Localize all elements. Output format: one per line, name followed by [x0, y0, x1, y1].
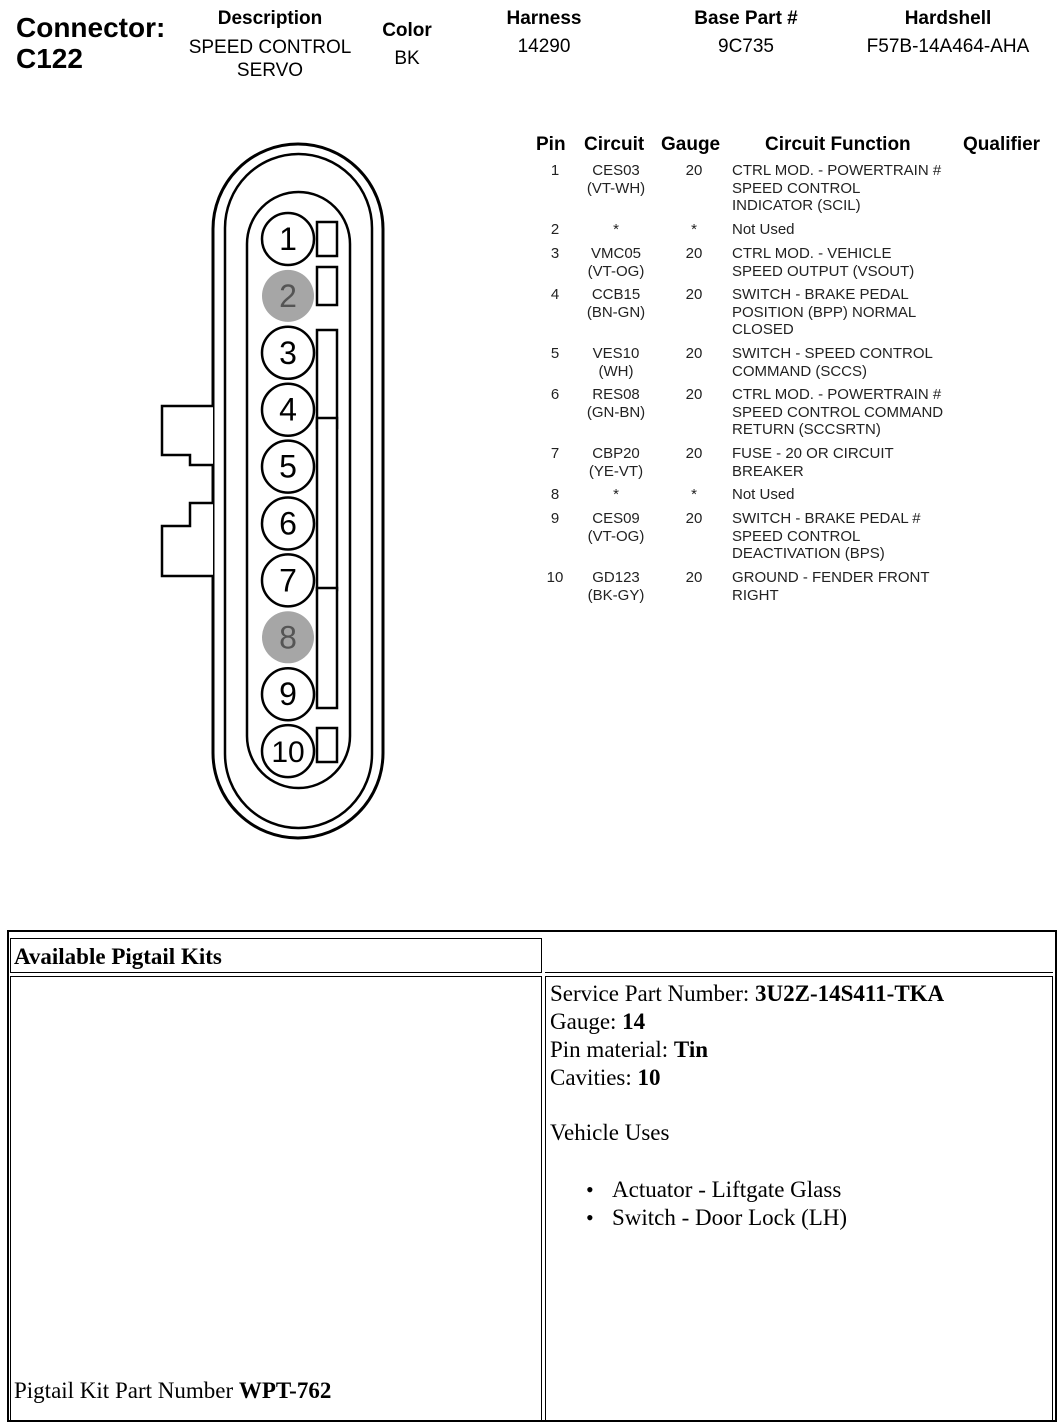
text-line: CLOSED [732, 321, 794, 338]
text-line: CBP20 [592, 445, 640, 462]
pigtail-details [546, 977, 1052, 1235]
circuit-id [578, 345, 654, 380]
wire-gauge: 20 [685, 510, 703, 527]
pin-number-8: 8 [279, 619, 297, 656]
text-line: GD123 [592, 569, 640, 586]
wire-gauge: 20 [685, 286, 703, 303]
pin-number: 7 [550, 445, 560, 462]
pigtail-kit-part-number [14, 1377, 331, 1405]
base-part-label: Base Part # [694, 8, 798, 29]
harness-column [474, 8, 614, 58]
text-line: SWITCH - BRAKE PEDAL [732, 286, 909, 303]
wire-gauge: 20 [685, 245, 703, 262]
col-header-qualifier: Qualifier [963, 134, 1041, 155]
text-line: VMC05 [590, 245, 642, 262]
gauge-value: 14 [622, 1009, 646, 1034]
description-column [170, 8, 370, 82]
text-line: Not Used [732, 221, 795, 238]
pigtail-details-cell [545, 976, 1053, 1422]
pin-number: 2 [550, 221, 560, 238]
circuit-id [578, 510, 654, 545]
cavities-value: 10 [637, 1065, 661, 1090]
wire-gauge: * [691, 221, 697, 238]
cavities-label: Cavities: [550, 1065, 638, 1090]
vehicle-use-item: • Actuator - Liftgate Glass [586, 1176, 1048, 1204]
pin-material-label: Pin material: [550, 1037, 674, 1062]
text-line: SPEED CONTROL [732, 179, 861, 197]
circuit-function [732, 569, 992, 604]
pin-number: 5 [550, 345, 560, 362]
circuit-function [732, 245, 992, 280]
base-part-column [666, 8, 826, 58]
text-line: VES10 [592, 345, 640, 362]
pin-number-9: 9 [279, 676, 297, 713]
hardshell-column [848, 8, 1048, 58]
wire-gauge: 20 [685, 386, 703, 403]
text-line: (GN-BN) [586, 403, 646, 421]
text-line: (WH) [598, 362, 634, 380]
circuit-function [732, 345, 992, 380]
service-part-value: 3U2Z-14S411-TKA [755, 981, 945, 1006]
gauge-label: Gauge: [550, 1009, 623, 1034]
text-line: CTRL MOD. - POWERTRAIN # [732, 386, 942, 403]
text-line: * [613, 486, 619, 503]
base-part-value: 9C735 [718, 36, 774, 57]
text-line: INDICATOR (SCIL) [732, 197, 861, 214]
pin-number-2: 2 [279, 277, 297, 314]
circuit-id [578, 445, 654, 480]
cavities-row [550, 1064, 1048, 1092]
text-line: CTRL MOD. - VEHICLE [732, 245, 892, 262]
text-line: (YE-VT) [588, 462, 644, 480]
wire-gauge: 20 [685, 569, 703, 586]
text-line: (VT-OG) [587, 527, 645, 545]
text-line: COMMAND (SCCS) [732, 362, 867, 380]
text-line: GROUND - FENDER FRONT [732, 569, 930, 586]
circuit-function [732, 486, 992, 504]
circuit-id [578, 221, 654, 239]
vehicle-use-item: • Switch - Door Lock (LH) [586, 1204, 1048, 1232]
pin-number: 9 [550, 510, 560, 527]
text-line: CTRL MOD. - POWERTRAIN # [732, 162, 942, 179]
pigtail-title-blank [545, 938, 1053, 973]
pigtail-title-cell [10, 938, 542, 973]
description-label: Description [217, 8, 323, 29]
circuit-id [578, 286, 654, 321]
pin-number: 6 [550, 386, 560, 403]
connector-id: C122 [16, 43, 83, 74]
text-line: Not Used [732, 486, 795, 503]
text-line: DEACTIVATION (BPS) [732, 545, 885, 562]
text-line: FUSE - 20 OR CIRCUIT [732, 445, 894, 462]
text-line: POSITION (BPP) NORMAL [732, 303, 917, 321]
color-label: Color [382, 20, 432, 41]
text-line: RES08 [592, 386, 640, 403]
text-line: SPEED CONTROL COMMAND [732, 403, 944, 421]
circuit-id [578, 162, 654, 197]
circuit-function [732, 221, 992, 239]
pin-number: 10 [546, 569, 564, 586]
text-line: (VT-WH) [586, 179, 646, 197]
pin-number-5: 5 [279, 448, 297, 485]
col-header-circuit: Circuit [584, 134, 645, 155]
pin-number: 8 [550, 486, 560, 503]
pin-number: 1 [550, 162, 560, 179]
circuit-function [732, 510, 992, 563]
hardshell-label: Hardshell [904, 8, 992, 29]
connector-label: Connector: [16, 12, 166, 43]
wire-gauge: * [691, 486, 697, 503]
circuit-function [732, 386, 992, 439]
text-line: SPEED OUTPUT (VSOUT) [732, 262, 915, 280]
connector-diagram [150, 140, 400, 850]
text-line: RETURN (SCCSRTN) [732, 421, 881, 438]
gauge-row [550, 1008, 1048, 1036]
circuit-id [578, 386, 654, 421]
hardshell-value: F57B-14A464-AHA [866, 36, 1030, 57]
text-line: SWITCH - BRAKE PEDAL # [732, 510, 921, 527]
description-line1: SPEED CONTROL [188, 37, 352, 58]
service-part-number [550, 980, 1048, 1008]
terminal-slots [317, 222, 337, 762]
pin-material-value: Tin [673, 1037, 709, 1062]
text-line: (BN-GN) [586, 303, 646, 321]
pigtail-kit-value: WPT-762 [238, 1378, 332, 1403]
col-header-function: Circuit Function [765, 134, 911, 155]
color-value: BK [394, 48, 420, 69]
color-column [368, 20, 446, 70]
text-line: RIGHT [732, 586, 779, 604]
pin-number-3: 3 [279, 334, 297, 371]
text-line: CES09 [592, 510, 640, 527]
pigtail-title: Available Pigtail Kits [14, 944, 222, 969]
pin-number: 3 [550, 245, 560, 262]
lower-latch [162, 503, 213, 576]
upper-latch [162, 406, 213, 465]
vehicle-uses-label: Vehicle Uses [550, 1120, 670, 1145]
circuit-id [578, 569, 654, 604]
col-header-gauge: Gauge [661, 134, 721, 155]
pigtail-kit-cell [10, 976, 542, 1422]
circuit-id [578, 486, 654, 504]
text-line: CCB15 [591, 286, 641, 303]
pin-number-10: 10 [271, 736, 305, 770]
text-line: SWITCH - SPEED CONTROL [732, 345, 933, 362]
harness-value: 14290 [517, 36, 571, 57]
text-line: CES03 [592, 162, 640, 179]
pin-material-row [550, 1036, 1048, 1064]
text-line: BREAKER [732, 462, 804, 480]
pin-number-1: 1 [279, 221, 297, 257]
circuit-id [578, 245, 654, 280]
wire-gauge: 20 [685, 445, 703, 462]
wire-gauge: 20 [685, 345, 703, 362]
pin-number-6: 6 [279, 505, 297, 542]
wire-gauge: 20 [685, 162, 703, 179]
text-line: SPEED CONTROL [732, 527, 861, 545]
description-line2: SERVO [236, 60, 304, 81]
pin-number-4: 4 [279, 391, 297, 428]
circuit-function [732, 445, 992, 480]
text-line: * [613, 221, 619, 238]
text-line: (VT-OG) [587, 262, 645, 280]
vehicle-uses-list [586, 1176, 1048, 1232]
pin-number: 4 [550, 286, 560, 303]
harness-label: Harness [506, 8, 582, 29]
circuit-function [732, 162, 992, 215]
pin-number-7: 7 [279, 562, 297, 599]
col-header-pin: Pin [536, 134, 566, 155]
text-line: (BK-GY) [587, 586, 645, 604]
pigtail-kit-label: Pigtail Kit Part Number [14, 1378, 239, 1403]
service-part-label: Service Part Number: [550, 981, 756, 1006]
circuit-function [732, 286, 992, 339]
